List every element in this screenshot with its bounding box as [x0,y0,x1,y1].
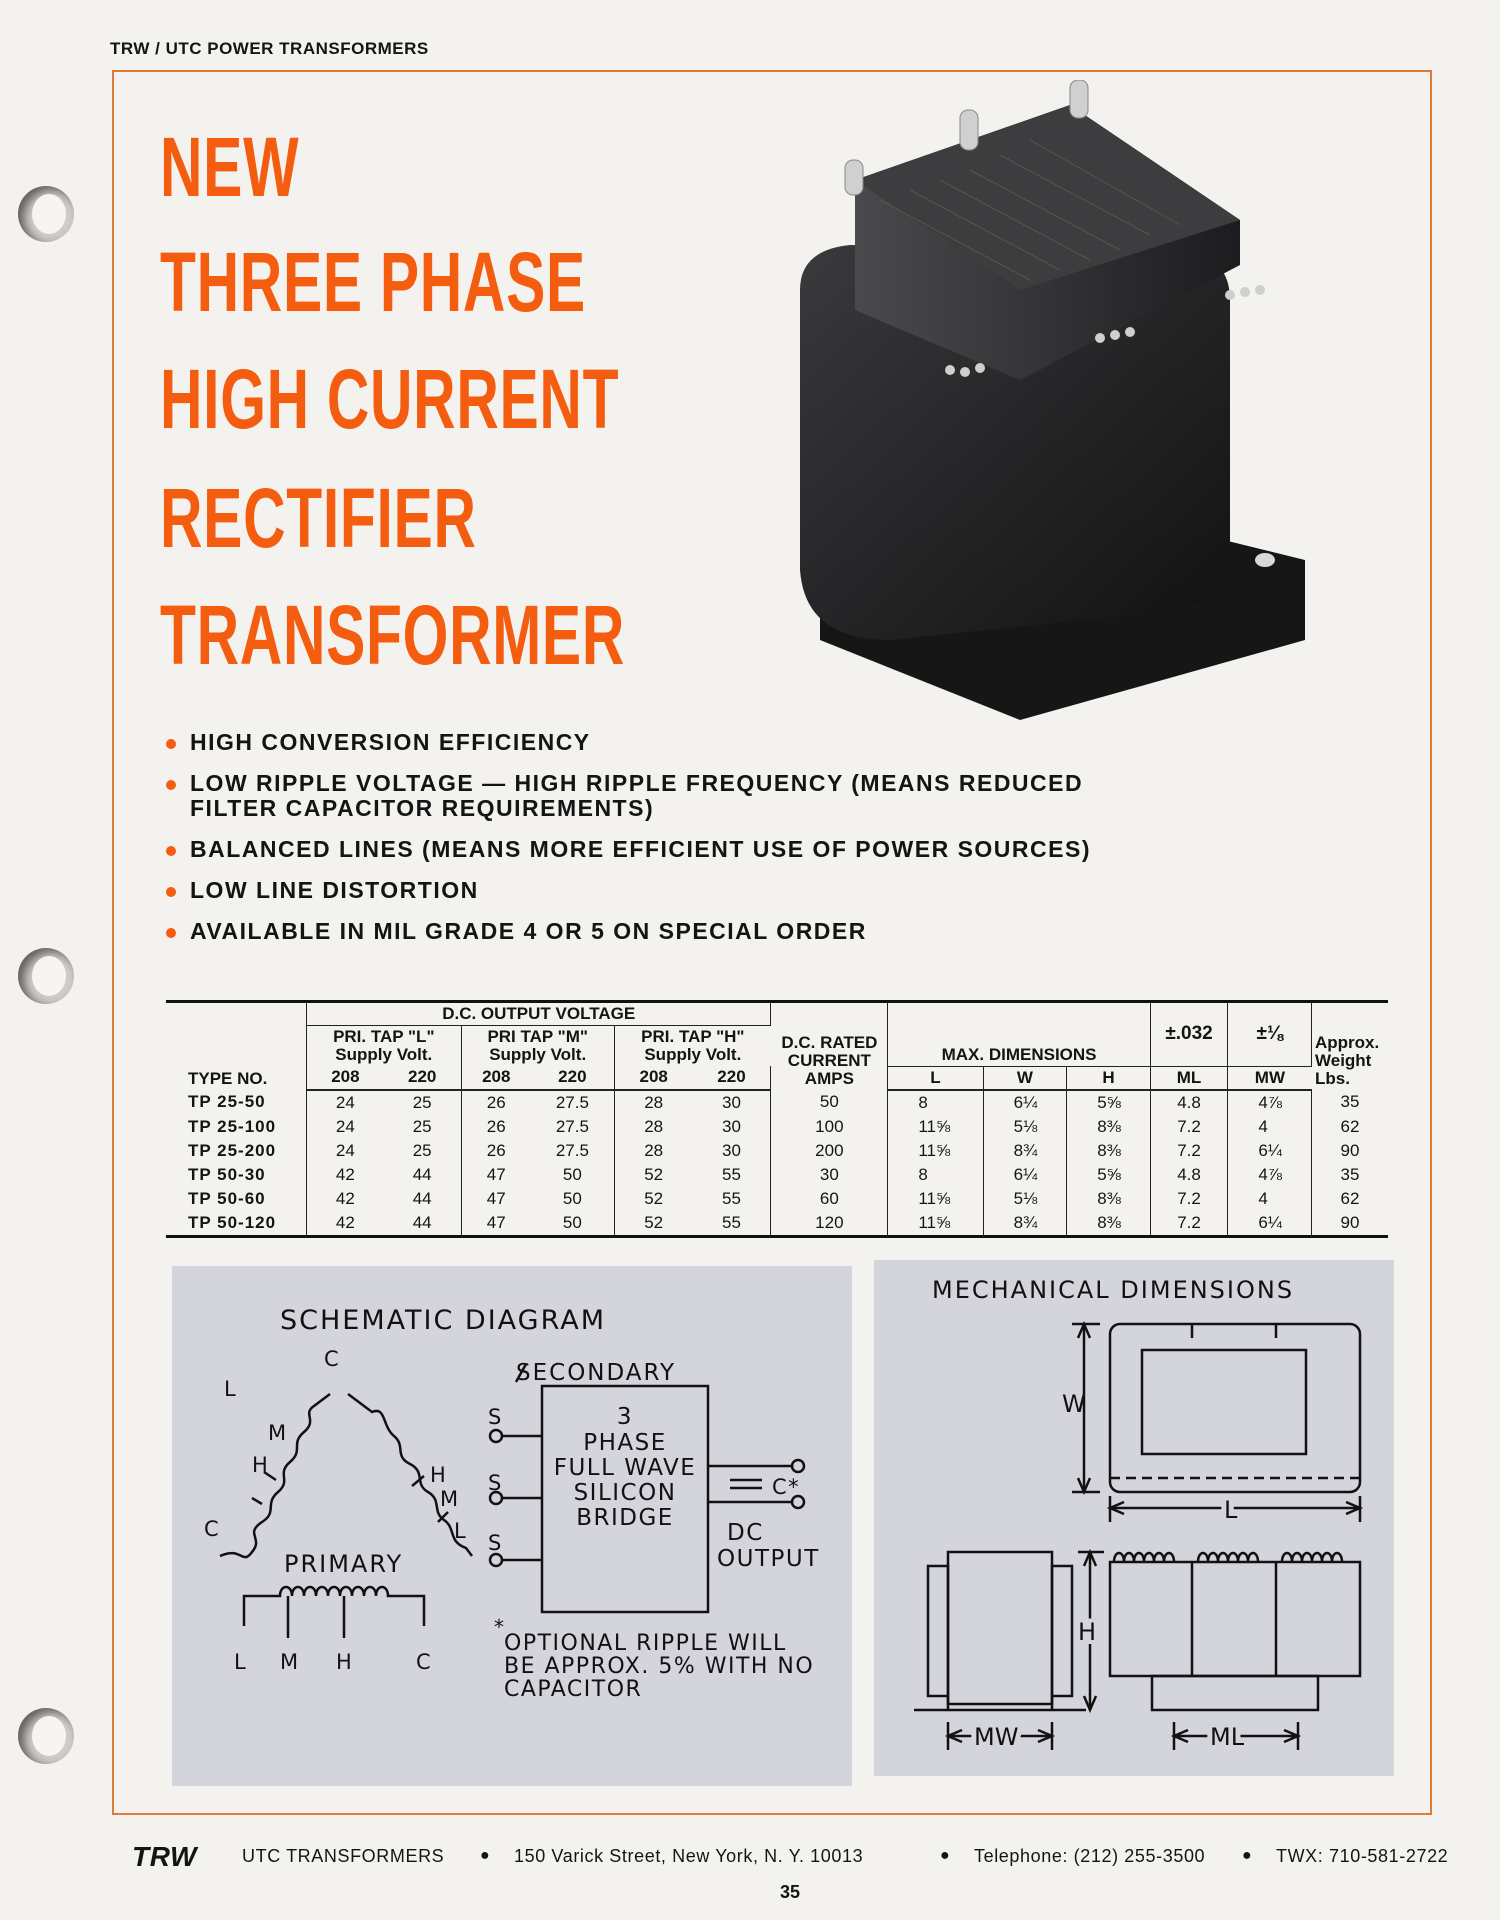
note-line: OPTIONAL RIPPLE WILL [504,1631,787,1656]
coil-tap-m: M [440,1487,459,1511]
cell-dim-h: 8⅜ [1067,1115,1151,1139]
cell-tap-h-220: 55 [693,1163,771,1187]
cell-tap-m-208: 26 [486,1140,506,1160]
header-h: H [1067,1066,1151,1090]
headline-line-5: TRANSFORMER [160,588,626,682]
header-208: 208 [461,1066,531,1090]
header-220: 220 [693,1066,771,1090]
cell-ml: 7.2 [1150,1211,1228,1237]
cell-tap-h-220: 30 [693,1139,771,1163]
coil-tap-c: C [204,1517,219,1541]
cell-tap-m-208: 47 [486,1212,506,1232]
cell-dim-h: 8⅜ [1067,1139,1151,1163]
cell-tap-h-220: 55 [693,1211,771,1237]
bridge-line: PHASE [583,1430,667,1456]
headline-line-4: RECTIFIER [160,471,477,565]
cell-dim-h: 5⅝ [1067,1090,1151,1115]
bullet-dot [166,739,176,749]
footer-brand: TRW [132,1841,198,1872]
cell-tap-l-220: 44 [384,1211,461,1237]
cell-type-no: TP 50-120 [166,1211,307,1237]
cell-weight: 62 [1340,1188,1360,1208]
bridge-line: SILICON [573,1480,677,1506]
bridge-line: 3 [616,1404,634,1430]
running-head: TRW / UTC POWER TRANSFORMERS [110,39,429,58]
dim-w-label: W [1062,1390,1086,1418]
cell-tap-m-220: 50 [531,1163,614,1187]
table-row [166,1139,1388,1163]
schematic-title: SCHEMATIC DIAGRAM [280,1305,607,1336]
cell-tap-l-220: 44 [384,1187,461,1211]
header-ml: ML [1150,1066,1228,1090]
cell-dim-l: 11⅝ [888,1115,983,1139]
cell-tap-l-208: 42 [335,1164,355,1184]
primary-tap-h: H [336,1650,352,1674]
bridge-line: FULL WAVE [553,1455,697,1481]
feature-item: LOW LINE DISTORTION [160,878,1140,903]
coil-tap-h: H [430,1463,446,1487]
header-dc-output-voltage: D.C. OUTPUT VOLTAGE [307,1002,771,1026]
primary-tap-c: C [416,1650,431,1674]
secondary-s: S [488,1405,502,1429]
header-l: L [888,1066,983,1090]
cell-tap-m-220: 50 [531,1187,614,1211]
cell-mw: 4⅞ [1228,1163,1312,1187]
footer-separator: ● [1242,1847,1253,1864]
cell-ml: 7.2 [1150,1139,1228,1163]
header-dc-rated-current: D.C. RATED CURRENT AMPS [771,1002,888,1090]
cell-type-no: TP 50-60 [166,1187,307,1211]
cell-mw: 4 [1228,1115,1312,1139]
cell-tap-h-208: 52 [644,1164,664,1184]
cell-dim-l: 8 [888,1163,983,1187]
footer-separator: ● [480,1847,491,1864]
feature-item: BALANCED LINES (MEANS MORE EFFICIENT USE OF POWER SOURCES) [160,837,1140,862]
cell-rated-amps: 30 [771,1163,888,1187]
cell-rated-amps: 100 [771,1115,888,1139]
cell-weight: 90 [1340,1140,1360,1160]
footer-separator: ● [940,1847,951,1864]
feature-list [160,730,1140,960]
schematic-diagram [172,1266,852,1786]
header-tap-l: PRI. TAP "L" Supply Volt. [307,1026,462,1067]
bridge-line: BRIDGE [576,1505,674,1531]
cell-tap-l-208: 24 [335,1092,355,1112]
header-220: 220 [531,1066,614,1090]
binder-hole-bottom [18,1708,74,1764]
table-row [166,1211,1388,1237]
cell-tap-l-208: 42 [335,1188,355,1208]
header-type-no: TYPE NO. [166,1002,307,1090]
cell-tap-m-220: 50 [531,1211,614,1237]
primary-label: PRIMARY [284,1550,404,1578]
header-tap-m: PRI TAP "M" Supply Volt. [461,1026,614,1067]
coil-tap-l: L [454,1519,466,1543]
cell-tap-m-208: 47 [486,1188,506,1208]
cell-tap-m-208: 26 [486,1092,506,1112]
cell-tap-l-208: 24 [335,1116,355,1136]
cell-type-no: TP 25-100 [166,1115,307,1139]
cell-mw: 4 [1228,1187,1312,1211]
cell-dim-l: 11⅝ [888,1187,983,1211]
cell-rated-amps: 200 [771,1139,888,1163]
spec-table-body [166,1090,1388,1237]
cell-dim-w: 8¾ [983,1139,1067,1163]
coil-tap-m: M [268,1421,287,1445]
dc-output-line: OUTPUT [717,1546,820,1572]
dim-ml-label: ML [1210,1723,1245,1751]
footer-phone: Telephone: (212) 255-3500 [974,1846,1206,1866]
table-row [166,1115,1388,1139]
cell-rated-amps: 60 [771,1187,888,1211]
cell-tap-m-220: 27.5 [531,1090,614,1115]
cell-type-no: TP 25-200 [166,1139,307,1163]
header-w: W [983,1066,1067,1090]
cell-tap-l-220: 25 [384,1139,461,1163]
cell-tap-l-220: 25 [384,1115,461,1139]
bullet-dot [166,846,176,856]
cell-weight: 90 [1340,1212,1360,1232]
mechanical-dimensions-panel [874,1260,1394,1776]
cell-dim-l: 11⅝ [888,1139,983,1163]
cell-weight: 62 [1340,1116,1360,1136]
dim-h-label: H [1078,1618,1097,1646]
cell-dim-h: 8⅜ [1067,1187,1151,1211]
header-tap-h: PRI. TAP "H" Supply Volt. [641,1027,745,1064]
mechanical-title: MECHANICAL DIMENSIONS [932,1276,1295,1304]
secondary-s: S [488,1531,502,1555]
bullet-dot [166,780,176,790]
feature-item: HIGH CONVERSION EFFICIENCY [160,730,1140,755]
header-208: 208 [614,1066,692,1090]
cell-tap-m-220: 27.5 [531,1139,614,1163]
bullet-dot [166,928,176,938]
cell-tap-h-208: 52 [644,1212,664,1232]
spec-table [166,1000,1388,1238]
header-weight: Approx. Weight Lbs. [1315,1032,1380,1088]
note-star: * [494,1615,506,1639]
feature-item: AVAILABLE IN MIL GRADE 4 OR 5 ON SPECIAL ORDER [160,919,1140,944]
cell-weight: 35 [1340,1164,1360,1184]
page-number: 35 [780,1882,801,1902]
note-line: CAPACITOR [504,1677,643,1702]
note-line: BE APPROX. 5% WITH NO [504,1654,815,1679]
cell-dim-w: 6¼ [983,1090,1067,1115]
schematic-diagram-panel [172,1266,852,1786]
cell-rated-amps: 120 [771,1211,888,1237]
transformer-photo [760,80,1320,730]
mechanical-dimensions-drawing [874,1260,1394,1776]
table-row [166,1163,1388,1187]
cell-type-no: TP 25-50 [166,1090,307,1115]
cell-tap-h-220: 30 [693,1090,771,1115]
cell-ml: 7.2 [1150,1187,1228,1211]
header-208: 208 [307,1066,384,1090]
cell-dim-w: 6¼ [983,1163,1067,1187]
primary-tap-l: L [234,1650,246,1674]
cell-dim-h: 5⅝ [1067,1163,1151,1187]
cell-mw: 4⅞ [1228,1090,1312,1115]
bullet-dot [166,887,176,897]
dim-mw-label: MW [974,1723,1019,1751]
footer-address: 150 Varick Street, New York, N. Y. 10013 [514,1846,864,1866]
footer [132,1841,1462,1876]
secondary-s: S [488,1471,502,1495]
cell-tap-m-208: 26 [486,1116,506,1136]
cell-ml: 4.8 [1150,1163,1228,1187]
table-row [166,1187,1388,1211]
footer-company: UTC TRANSFORMERS [242,1846,445,1866]
cell-tap-l-208: 24 [335,1140,355,1160]
cell-dim-w: 8¾ [983,1211,1067,1237]
secondary-label: SECONDARY [516,1360,677,1386]
binder-hole-top [18,186,74,242]
cell-tap-m-220: 27.5 [531,1115,614,1139]
cell-tap-h-208: 28 [644,1140,664,1160]
cell-tap-h-220: 55 [693,1187,771,1211]
cell-tap-h-208: 28 [644,1116,664,1136]
cell-dim-h: 8⅜ [1067,1211,1151,1237]
capacitor-label: C* [772,1475,801,1499]
header-mw: MW [1228,1066,1312,1090]
cell-weight: 35 [1340,1092,1360,1111]
cell-type-no: TP 50-30 [166,1163,307,1187]
dc-output-line: DC [727,1520,764,1546]
coil-tap-c: C [324,1347,339,1371]
coil-tap-l: L [224,1377,236,1401]
headline-line-3: HIGH CURRENT [160,352,620,446]
cell-tap-l-208: 42 [335,1212,355,1232]
dim-l-label: L [1224,1496,1238,1524]
cell-ml: 4.8 [1150,1090,1228,1115]
cell-tap-h-220: 30 [693,1115,771,1139]
primary-tap-m: M [280,1650,299,1674]
feature-item: LOW RIPPLE VOLTAGE — HIGH RIPPLE FREQUENCY (MEANS REDUCED FILTER CAPACITOR REQUIREMENTS) [160,771,1140,821]
header-220: 220 [384,1066,461,1090]
cell-mw: 6¼ [1228,1139,1312,1163]
cell-rated-amps: 50 [771,1090,888,1115]
binder-hole-middle [18,948,74,1004]
footer-twx: TWX: 710-581-2722 [1276,1846,1449,1866]
cell-tap-m-208: 47 [486,1164,506,1184]
header-tol-ml: ±.032 [1150,1002,1228,1067]
cell-ml: 7.2 [1150,1115,1228,1139]
headline-line-1: NEW [160,120,300,214]
table-row [166,1090,1388,1115]
cell-tap-l-220: 44 [384,1163,461,1187]
coil-tap-h: H [252,1453,268,1477]
cell-dim-l: 8 [888,1090,983,1115]
cell-tap-h-208: 52 [644,1188,664,1208]
cell-dim-l: 11⅝ [888,1211,983,1237]
headline-line-2: THREE PHASE [160,235,586,329]
cell-tap-l-220: 25 [384,1090,461,1115]
header-tol-mw: ±⅛ [1228,1002,1312,1067]
cell-dim-w: 5⅛ [983,1115,1067,1139]
header-max-dimensions: MAX. DIMENSIONS [888,1002,1150,1067]
cell-mw: 6¼ [1228,1211,1312,1237]
cell-dim-w: 5⅛ [983,1187,1067,1211]
cell-tap-h-208: 28 [644,1092,664,1112]
